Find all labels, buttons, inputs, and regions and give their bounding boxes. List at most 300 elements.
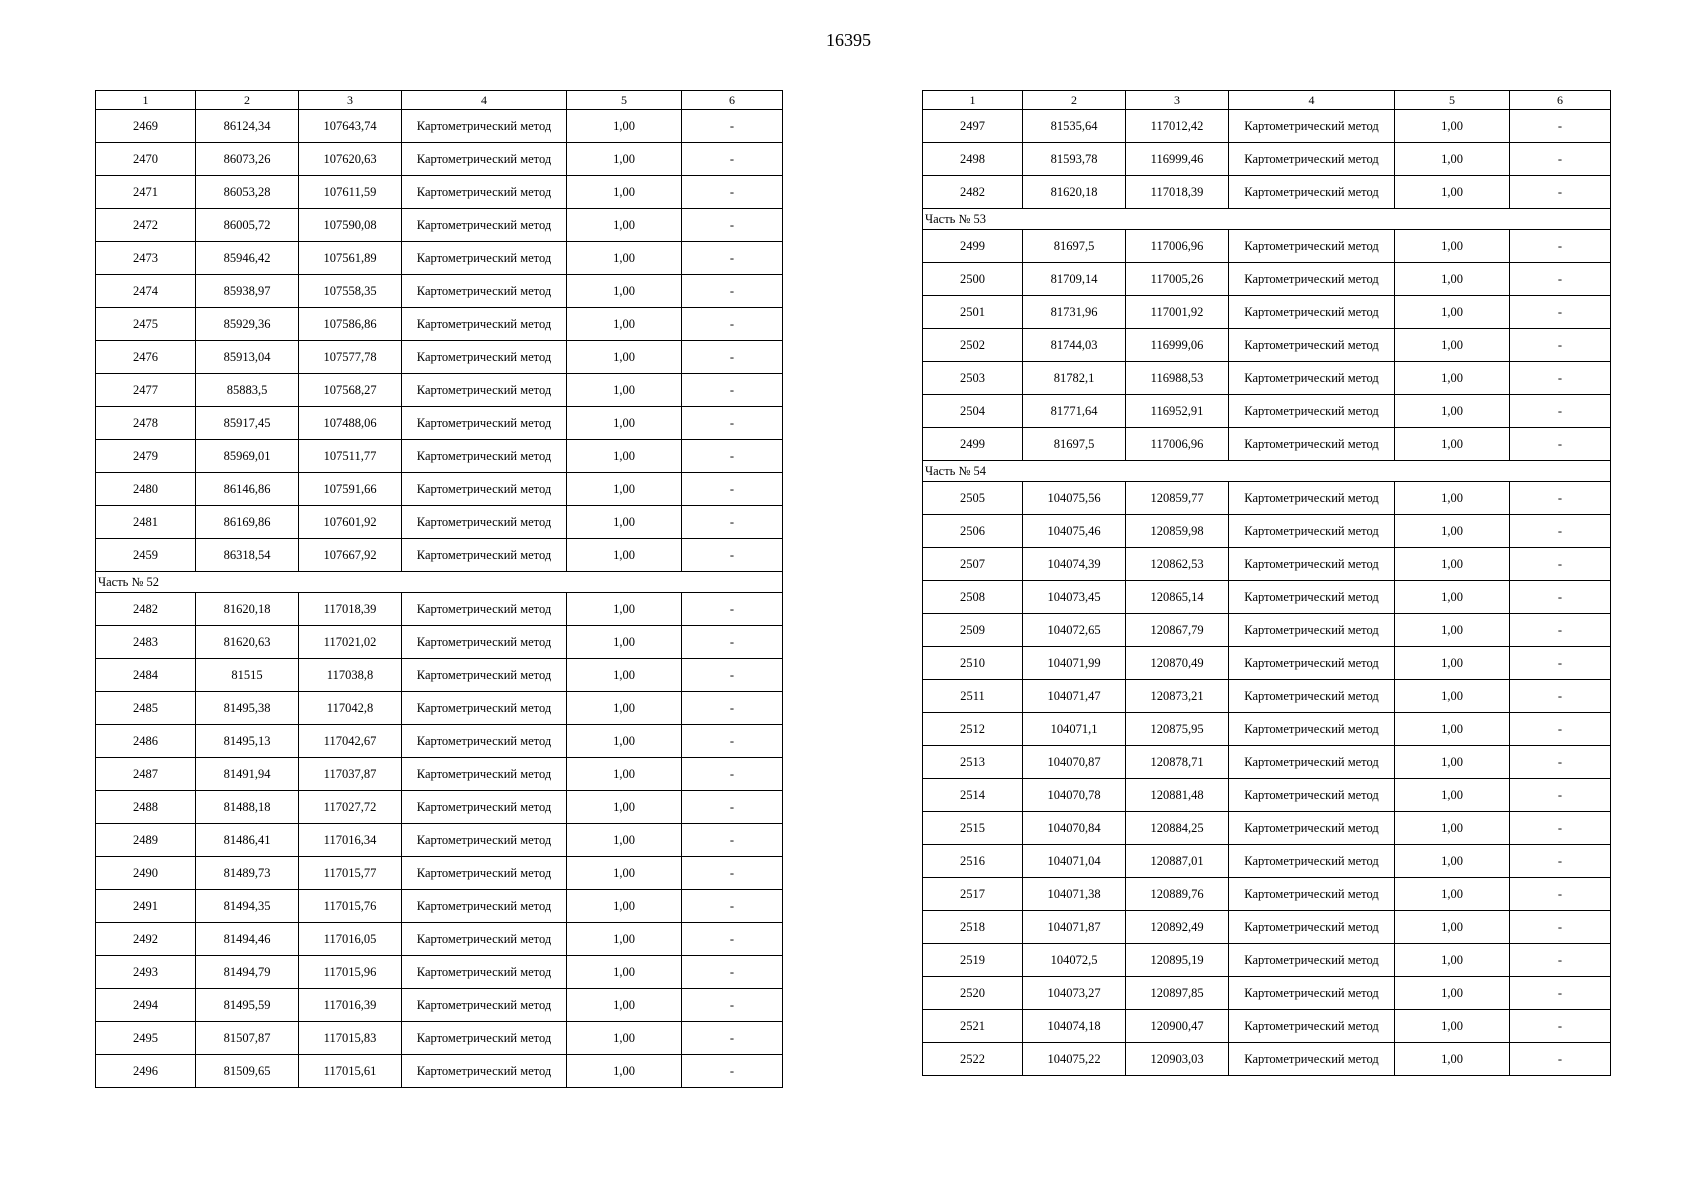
table-cell: 107620,63 <box>299 143 402 176</box>
table-cell: 104073,27 <box>1023 977 1126 1010</box>
table-cell: - <box>1510 680 1611 713</box>
table-cell: - <box>1510 581 1611 614</box>
table-cell: 117016,05 <box>299 923 402 956</box>
table-cell: - <box>682 989 783 1022</box>
table-cell: - <box>682 308 783 341</box>
table-cell: 1,00 <box>1395 482 1510 515</box>
table-row <box>923 647 1611 680</box>
table-row <box>96 1022 783 1055</box>
table-cell: 1,00 <box>1395 515 1510 548</box>
table-cell: 2514 <box>923 779 1023 812</box>
table-row <box>923 911 1611 944</box>
table-row <box>96 956 783 989</box>
table-cell: 2493 <box>96 956 196 989</box>
table-cell: Картометрический метод <box>1229 647 1395 680</box>
table-cell: 2490 <box>96 857 196 890</box>
table-cell: - <box>1510 176 1611 209</box>
table-cell: 1,00 <box>1395 581 1510 614</box>
table-cell: 1,00 <box>1395 977 1510 1010</box>
right-table-body <box>923 91 1611 1076</box>
table-cell: 117027,72 <box>299 791 402 824</box>
table-cell: 86005,72 <box>196 209 299 242</box>
table-row <box>96 857 783 890</box>
table-cell: Картометрический метод <box>402 725 567 758</box>
table-row <box>923 845 1611 878</box>
table-header-row <box>923 91 1611 110</box>
table-cell: 1,00 <box>567 1022 682 1055</box>
coordinates-table-right <box>922 90 1611 1076</box>
table-row <box>923 230 1611 263</box>
table-cell: 2476 <box>96 341 196 374</box>
table-cell: - <box>1510 845 1611 878</box>
table-row <box>923 515 1611 548</box>
table-cell: 1,00 <box>1395 878 1510 911</box>
table-cell: 107586,86 <box>299 308 402 341</box>
table-cell: 81491,94 <box>196 758 299 791</box>
table-cell: - <box>1510 296 1611 329</box>
table-cell: 107643,74 <box>299 110 402 143</box>
table-cell: 2471 <box>96 176 196 209</box>
table-cell: - <box>682 692 783 725</box>
table-cell: Картометрический метод <box>402 956 567 989</box>
table-row <box>923 263 1611 296</box>
table-cell: Картометрический метод <box>1229 428 1395 461</box>
table-cell: 117042,67 <box>299 725 402 758</box>
table-cell: 120862,53 <box>1126 548 1229 581</box>
table-row <box>96 593 783 626</box>
table-cell: Картометрический метод <box>402 890 567 923</box>
table-cell: 2485 <box>96 692 196 725</box>
table-cell: Картометрический метод <box>1229 878 1395 911</box>
table-cell: - <box>682 1055 783 1088</box>
table-cell: 117021,02 <box>299 626 402 659</box>
table-cell: 120865,14 <box>1126 581 1229 614</box>
table-cell: 81620,63 <box>196 626 299 659</box>
table-cell: 2459 <box>96 539 196 572</box>
table-cell: 81494,79 <box>196 956 299 989</box>
table-cell: 1,00 <box>567 143 682 176</box>
table-cell: - <box>682 956 783 989</box>
table-row <box>96 308 783 341</box>
table-cell: 2504 <box>923 395 1023 428</box>
table-row <box>923 1010 1611 1043</box>
table-cell: 2480 <box>96 473 196 506</box>
table-cell: Картометрический метод <box>402 473 567 506</box>
table-cell: Картометрический метод <box>402 374 567 407</box>
table-cell: 2484 <box>96 659 196 692</box>
table-cell: 1,00 <box>567 374 682 407</box>
table-cell: 107511,77 <box>299 440 402 473</box>
table-cell: 2495 <box>96 1022 196 1055</box>
table-cell: - <box>1510 329 1611 362</box>
table-cell: 120887,01 <box>1126 845 1229 878</box>
section-row <box>923 209 1611 230</box>
table-cell: - <box>1510 713 1611 746</box>
column-header: 3 <box>1126 91 1229 110</box>
table-cell: 117012,42 <box>1126 110 1229 143</box>
table-cell: - <box>1510 143 1611 176</box>
table-cell: - <box>682 374 783 407</box>
table-cell: 2487 <box>96 758 196 791</box>
table-cell: 2496 <box>96 1055 196 1088</box>
table-cell: - <box>682 593 783 626</box>
table-cell: 104072,5 <box>1023 944 1126 977</box>
table-cell: - <box>682 659 783 692</box>
table-cell: - <box>682 176 783 209</box>
table-cell: 86146,86 <box>196 473 299 506</box>
table-cell: 2473 <box>96 242 196 275</box>
table-row <box>96 1055 783 1088</box>
table-cell: 120900,47 <box>1126 1010 1229 1043</box>
table-cell: 120859,98 <box>1126 515 1229 548</box>
table-cell: 81489,73 <box>196 857 299 890</box>
table-cell: Картометрический метод <box>1229 845 1395 878</box>
table-row <box>96 341 783 374</box>
table-row <box>923 977 1611 1010</box>
table-cell: 104071,1 <box>1023 713 1126 746</box>
table-cell: 120873,21 <box>1126 680 1229 713</box>
table-cell: 1,00 <box>567 242 682 275</box>
table-cell: 2481 <box>96 506 196 539</box>
table-cell: 117015,77 <box>299 857 402 890</box>
table-cell: 81486,41 <box>196 824 299 857</box>
table-cell: 1,00 <box>1395 614 1510 647</box>
table-cell: 1,00 <box>567 308 682 341</box>
table-cell: - <box>1510 482 1611 515</box>
table-cell: Картометрический метод <box>402 209 567 242</box>
table-cell: 120897,85 <box>1126 977 1229 1010</box>
table-cell: 120895,19 <box>1126 944 1229 977</box>
table-cell: 2486 <box>96 725 196 758</box>
table-cell: Картометрический метод <box>1229 482 1395 515</box>
table-cell: 2521 <box>923 1010 1023 1043</box>
table-cell: Картометрический метод <box>1229 680 1395 713</box>
table-cell: 1,00 <box>1395 746 1510 779</box>
table-cell: 104071,38 <box>1023 878 1126 911</box>
table-cell: 2474 <box>96 275 196 308</box>
table-cell: Картометрический метод <box>402 110 567 143</box>
table-cell: 1,00 <box>1395 845 1510 878</box>
table-cell: Картометрический метод <box>1229 713 1395 746</box>
table-cell: 117016,34 <box>299 824 402 857</box>
table-cell: Картометрический метод <box>402 176 567 209</box>
table-cell: Картометрический метод <box>402 506 567 539</box>
table-cell: 1,00 <box>567 692 682 725</box>
table-row <box>96 989 783 1022</box>
table-cell: 1,00 <box>1395 779 1510 812</box>
table-row <box>923 878 1611 911</box>
table-cell: 2499 <box>923 428 1023 461</box>
table-cell: 81731,96 <box>1023 296 1126 329</box>
table-cell: - <box>682 341 783 374</box>
table-cell: 117006,96 <box>1126 230 1229 263</box>
coordinates-table-left <box>95 90 783 1088</box>
table-cell: 2505 <box>923 482 1023 515</box>
table-cell: 104072,65 <box>1023 614 1126 647</box>
table-cell: 1,00 <box>567 407 682 440</box>
table-cell: Картометрический метод <box>402 308 567 341</box>
table-cell: Картометрический метод <box>1229 911 1395 944</box>
table-row <box>96 275 783 308</box>
table-cell: 81495,13 <box>196 725 299 758</box>
column-header: 4 <box>1229 91 1395 110</box>
table-cell: Картометрический метод <box>402 275 567 308</box>
table-cell: - <box>1510 944 1611 977</box>
table-cell: 1,00 <box>567 626 682 659</box>
table-cell: 104071,47 <box>1023 680 1126 713</box>
table-row <box>96 824 783 857</box>
table-cell: Картометрический метод <box>402 1055 567 1088</box>
column-header: 5 <box>567 91 682 110</box>
table-cell: 81771,64 <box>1023 395 1126 428</box>
table-cell: Картометрический метод <box>402 692 567 725</box>
column-header: 2 <box>196 91 299 110</box>
table-cell: 1,00 <box>1395 548 1510 581</box>
table-cell: 2508 <box>923 581 1023 614</box>
table-cell: - <box>682 473 783 506</box>
table-cell: Картометрический метод <box>1229 143 1395 176</box>
table-cell: 86124,34 <box>196 110 299 143</box>
table-cell: - <box>682 242 783 275</box>
table-cell: 104075,56 <box>1023 482 1126 515</box>
table-cell: - <box>1510 878 1611 911</box>
column-header: 3 <box>299 91 402 110</box>
table-cell: - <box>682 440 783 473</box>
table-cell: - <box>682 506 783 539</box>
table-cell: 1,00 <box>567 791 682 824</box>
table-cell: Картометрический метод <box>402 791 567 824</box>
table-cell: Картометрический метод <box>402 341 567 374</box>
table-cell: 2470 <box>96 143 196 176</box>
table-cell: - <box>682 758 783 791</box>
table-cell: 2513 <box>923 746 1023 779</box>
table-row <box>923 746 1611 779</box>
table-row <box>923 1043 1611 1076</box>
table-cell: - <box>682 857 783 890</box>
table-cell: 2478 <box>96 407 196 440</box>
table-cell: 1,00 <box>1395 329 1510 362</box>
section-label: Часть № 52 <box>96 572 783 593</box>
table-cell: 2494 <box>96 989 196 1022</box>
table-cell: 2500 <box>923 263 1023 296</box>
table-cell: 81744,03 <box>1023 329 1126 362</box>
table-cell: - <box>682 143 783 176</box>
table-cell: 107568,27 <box>299 374 402 407</box>
column-header: 4 <box>402 91 567 110</box>
table-cell: 2497 <box>923 110 1023 143</box>
table-cell: Картометрический метод <box>1229 296 1395 329</box>
table-row <box>96 791 783 824</box>
table-row <box>923 581 1611 614</box>
table-cell: 86053,28 <box>196 176 299 209</box>
table-cell: Картометрический метод <box>402 440 567 473</box>
table-cell: 120870,49 <box>1126 647 1229 680</box>
table-cell: 2492 <box>96 923 196 956</box>
table-cell: 107590,08 <box>299 209 402 242</box>
table-cell: 1,00 <box>1395 176 1510 209</box>
table-cell: 2489 <box>96 824 196 857</box>
table-cell: 81535,64 <box>1023 110 1126 143</box>
table-cell: 85917,45 <box>196 407 299 440</box>
table-cell: 2498 <box>923 143 1023 176</box>
table-cell: Картометрический метод <box>1229 1043 1395 1076</box>
section-label: Часть № 53 <box>923 209 1611 230</box>
table-cell: 116999,46 <box>1126 143 1229 176</box>
table-cell: 81488,18 <box>196 791 299 824</box>
table-cell: Картометрический метод <box>1229 263 1395 296</box>
table-cell: Картометрический метод <box>1229 812 1395 845</box>
table-row <box>96 473 783 506</box>
column-header: 1 <box>96 91 196 110</box>
table-cell: Картометрический метод <box>402 407 567 440</box>
table-cell: 2469 <box>96 110 196 143</box>
table-cell: 104070,87 <box>1023 746 1126 779</box>
table-cell: 1,00 <box>567 341 682 374</box>
section-row <box>96 572 783 593</box>
table-cell: 120867,79 <box>1126 614 1229 647</box>
table-cell: 81697,5 <box>1023 230 1126 263</box>
table-cell: Картометрический метод <box>1229 944 1395 977</box>
table-cell: 1,00 <box>567 593 682 626</box>
column-header: 5 <box>1395 91 1510 110</box>
table-row <box>923 812 1611 845</box>
table-cell: 1,00 <box>1395 110 1510 143</box>
table-row <box>96 440 783 473</box>
table-row <box>923 110 1611 143</box>
table-cell: Картометрический метод <box>1229 746 1395 779</box>
table-cell: Картометрический метод <box>402 143 567 176</box>
table-cell: 117005,26 <box>1126 263 1229 296</box>
table-cell: Картометрический метод <box>1229 362 1395 395</box>
table-cell: Картометрический метод <box>402 626 567 659</box>
column-header: 6 <box>682 91 783 110</box>
table-cell: 1,00 <box>567 659 682 692</box>
table-cell: 2472 <box>96 209 196 242</box>
table-row <box>923 362 1611 395</box>
table-row <box>923 548 1611 581</box>
table-cell: - <box>682 725 783 758</box>
table-cell: 2511 <box>923 680 1023 713</box>
table-cell: 120875,95 <box>1126 713 1229 746</box>
table-cell: 1,00 <box>567 824 682 857</box>
table-cell: - <box>682 407 783 440</box>
table-cell: 104070,84 <box>1023 812 1126 845</box>
table-cell: 1,00 <box>567 956 682 989</box>
table-cell: - <box>682 824 783 857</box>
table-row <box>923 329 1611 362</box>
table-cell: 2475 <box>96 308 196 341</box>
table-cell: - <box>1510 812 1611 845</box>
table-cell: 117018,39 <box>299 593 402 626</box>
table-cell: - <box>1510 230 1611 263</box>
table-cell: 116952,91 <box>1126 395 1229 428</box>
table-cell: 81709,14 <box>1023 263 1126 296</box>
table-cell: 107488,06 <box>299 407 402 440</box>
table-cell: 1,00 <box>1395 680 1510 713</box>
table-cell: 1,00 <box>1395 296 1510 329</box>
table-cell: - <box>682 1022 783 1055</box>
table-cell: 2491 <box>96 890 196 923</box>
table-cell: 117018,39 <box>1126 176 1229 209</box>
table-row <box>96 143 783 176</box>
table-cell: Картометрический метод <box>1229 110 1395 143</box>
table-cell: 81494,35 <box>196 890 299 923</box>
table-cell: 107611,59 <box>299 176 402 209</box>
section-label: Часть № 54 <box>923 461 1611 482</box>
table-cell: 86169,86 <box>196 506 299 539</box>
table-cell: 107558,35 <box>299 275 402 308</box>
table-cell: 1,00 <box>567 209 682 242</box>
table-cell: 1,00 <box>567 473 682 506</box>
table-cell: 81509,65 <box>196 1055 299 1088</box>
table-cell: 104075,46 <box>1023 515 1126 548</box>
table-cell: 85969,01 <box>196 440 299 473</box>
table-row <box>96 890 783 923</box>
table-cell: 1,00 <box>567 110 682 143</box>
table-cell: 107561,89 <box>299 242 402 275</box>
table-cell: 117037,87 <box>299 758 402 791</box>
table-cell: 1,00 <box>1395 428 1510 461</box>
table-cell: - <box>1510 977 1611 1010</box>
table-cell: 2501 <box>923 296 1023 329</box>
table-cell: 116999,06 <box>1126 329 1229 362</box>
table-cell: 104075,22 <box>1023 1043 1126 1076</box>
table-cell: 116988,53 <box>1126 362 1229 395</box>
table-cell: 2499 <box>923 230 1023 263</box>
table-cell: 2519 <box>923 944 1023 977</box>
table-row <box>96 374 783 407</box>
table-cell: 117015,96 <box>299 956 402 989</box>
table-header-row <box>96 91 783 110</box>
table-cell: 120859,77 <box>1126 482 1229 515</box>
table-cell: - <box>682 626 783 659</box>
table-cell: 117042,8 <box>299 692 402 725</box>
table-cell: - <box>1510 614 1611 647</box>
table-cell: Картометрический метод <box>402 539 567 572</box>
table-cell: 1,00 <box>567 725 682 758</box>
table-cell: Картометрический метод <box>402 758 567 791</box>
table-cell: - <box>1510 1043 1611 1076</box>
table-cell: 85883,5 <box>196 374 299 407</box>
table-cell: Картометрический метод <box>402 923 567 956</box>
table-cell: 1,00 <box>567 539 682 572</box>
table-row <box>923 482 1611 515</box>
table-cell: 120878,71 <box>1126 746 1229 779</box>
table-cell: 107577,78 <box>299 341 402 374</box>
table-cell: - <box>682 275 783 308</box>
table-cell: 104074,39 <box>1023 548 1126 581</box>
table-cell: 2488 <box>96 791 196 824</box>
table-row <box>96 506 783 539</box>
table-cell: 2506 <box>923 515 1023 548</box>
section-row <box>923 461 1611 482</box>
table-cell: 1,00 <box>1395 230 1510 263</box>
table-cell: 120903,03 <box>1126 1043 1229 1076</box>
table-cell: - <box>1510 395 1611 428</box>
table-cell: 117038,8 <box>299 659 402 692</box>
table-cell: 86073,26 <box>196 143 299 176</box>
table-row <box>96 923 783 956</box>
table-cell: Картометрический метод <box>1229 548 1395 581</box>
table-cell: 117001,92 <box>1126 296 1229 329</box>
table-cell: 2518 <box>923 911 1023 944</box>
table-cell: - <box>1510 1010 1611 1043</box>
table-cell: 1,00 <box>1395 395 1510 428</box>
table-cell: 2507 <box>923 548 1023 581</box>
table-cell: 107667,92 <box>299 539 402 572</box>
table-cell: 104070,78 <box>1023 779 1126 812</box>
table-row <box>923 395 1611 428</box>
